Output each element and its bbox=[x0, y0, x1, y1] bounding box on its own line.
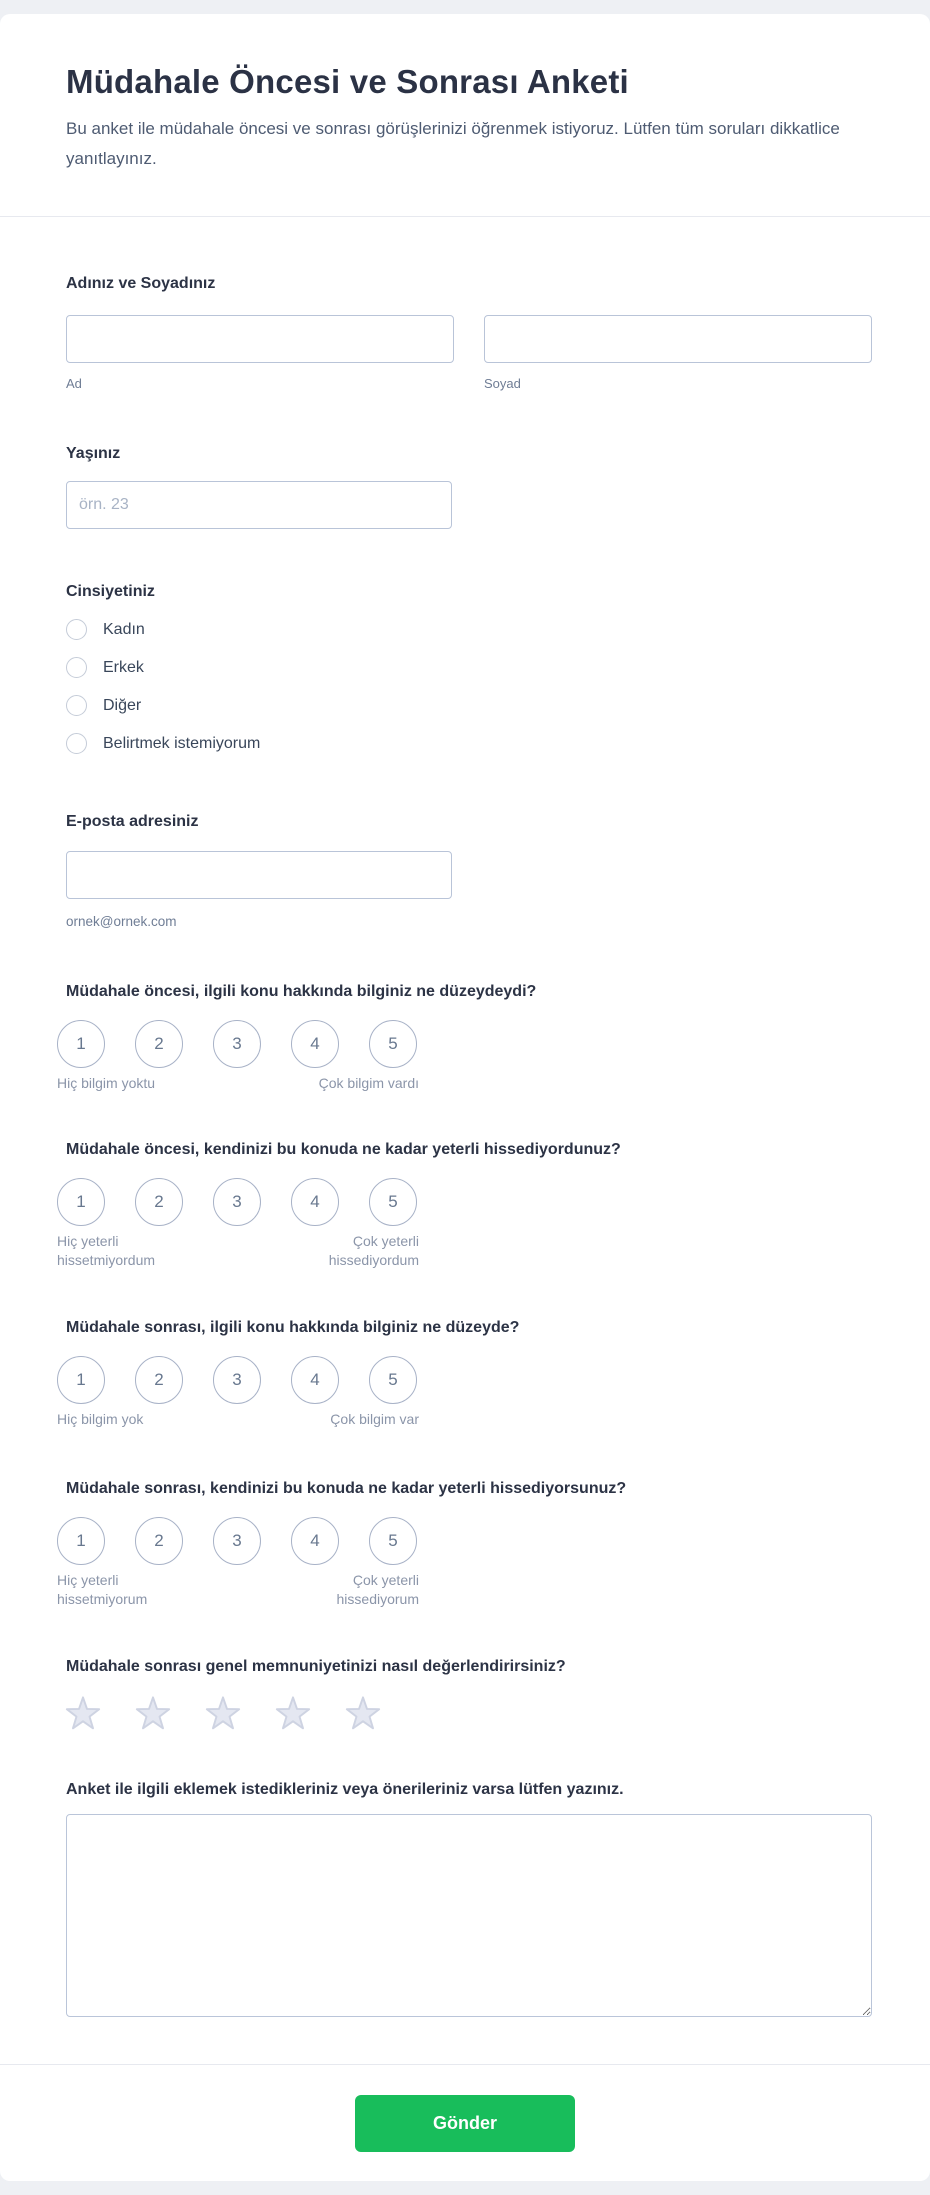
scale-options bbox=[57, 1517, 417, 1565]
scale-option-5[interactable]: 5 bbox=[369, 1020, 417, 1068]
scale-option-5[interactable]: 5 bbox=[369, 1356, 417, 1404]
gender-label: Cinsiyetiniz bbox=[66, 583, 155, 600]
last-name-sublabel: Soyad bbox=[484, 376, 521, 391]
scale-options bbox=[57, 1356, 417, 1404]
scale-min-label: Hiç yeterli hissetmiyordum bbox=[57, 1233, 156, 1268]
scale-option-3[interactable]: 3 bbox=[213, 1356, 261, 1404]
scale-question-label: Müdahale öncesi, ilgili konu hakkında bilginiz ne düzeydeydi? bbox=[66, 983, 537, 1000]
scale-option-3[interactable]: 3 bbox=[213, 1517, 261, 1565]
last-name-column bbox=[484, 315, 872, 392]
scale-min-label: Hiç bilgim yok bbox=[57, 1411, 144, 1427]
radio-circle-icon[interactable] bbox=[66, 733, 87, 754]
radio-circle-icon[interactable] bbox=[66, 695, 87, 716]
scale-end-labels bbox=[57, 1074, 419, 1093]
form-footer bbox=[0, 2064, 930, 2181]
scale-option-2[interactable]: 2 bbox=[135, 1178, 183, 1226]
radio-option-diger[interactable] bbox=[66, 695, 872, 716]
scale-end-labels bbox=[57, 1410, 419, 1429]
question-scale-pre-knowledge bbox=[57, 981, 872, 1093]
radio-option-erkek[interactable] bbox=[66, 657, 872, 678]
age-input[interactable] bbox=[66, 481, 452, 529]
scale-option-2[interactable]: 2 bbox=[135, 1356, 183, 1404]
radio-option-label: Erkek bbox=[103, 659, 144, 676]
email-label: E-posta adresiniz bbox=[66, 813, 199, 830]
submit-button[interactable]: Gönder bbox=[355, 2095, 575, 2152]
comments-textarea[interactable] bbox=[66, 1814, 872, 2017]
scale-max-label: Çok bilgim vardı bbox=[318, 1075, 419, 1091]
scale-option-1[interactable]: 1 bbox=[57, 1020, 105, 1068]
scale-min-label: Hiç bilgim yoktu bbox=[57, 1075, 156, 1091]
scale-options bbox=[57, 1020, 417, 1068]
email-hint: ornek@ornek.com bbox=[66, 914, 177, 929]
form-body bbox=[0, 273, 930, 2022]
star-icon[interactable] bbox=[64, 1695, 102, 1731]
radio-option-kadin[interactable] bbox=[66, 619, 872, 640]
scale-end-labels bbox=[57, 1232, 419, 1270]
star-icon[interactable] bbox=[274, 1695, 312, 1731]
scale-option-3[interactable]: 3 bbox=[213, 1020, 261, 1068]
scale-option-4[interactable]: 4 bbox=[291, 1517, 339, 1565]
star-icon[interactable] bbox=[134, 1695, 172, 1731]
scale-option-1[interactable]: 1 bbox=[57, 1517, 105, 1565]
scale-option-3[interactable]: 3 bbox=[213, 1178, 261, 1226]
scale-option-4[interactable]: 4 bbox=[291, 1356, 339, 1404]
question-age bbox=[66, 443, 872, 529]
page-title: Müdahale Öncesi ve Sonrası Anketi bbox=[66, 63, 629, 100]
form-header bbox=[0, 14, 930, 217]
star-icon[interactable] bbox=[344, 1695, 382, 1731]
radio-circle-icon[interactable] bbox=[66, 657, 87, 678]
question-scale-pre-competence bbox=[57, 1139, 872, 1270]
scale-options bbox=[57, 1178, 417, 1226]
rating-label: Müdahale sonrası genel memnuniyetinizi nasıl değerlendirirsiniz? bbox=[66, 1658, 566, 1675]
page-subtitle: Bu anket ile müdahale öncesi ve sonrası görüşlerinizi öğrenmek istiyoruz. Lütfen tüm soruları dikkatlice yanıtlayınız. bbox=[66, 119, 840, 168]
question-gender bbox=[66, 581, 872, 754]
first-name-sublabel: Ad bbox=[66, 376, 82, 391]
scale-option-4[interactable]: 4 bbox=[291, 1020, 339, 1068]
scale-question-label: Müdahale sonrası, ilgili konu hakkında bilginiz ne düzeyde? bbox=[66, 1319, 520, 1336]
question-comments bbox=[66, 1779, 872, 2022]
scale-max-label: Çok yeterli hissediyordum bbox=[328, 1233, 419, 1268]
question-fullname bbox=[66, 273, 872, 392]
scale-end-labels bbox=[57, 1571, 419, 1609]
age-label: Yaşınız bbox=[66, 445, 121, 462]
star-rating bbox=[64, 1695, 872, 1731]
form-card bbox=[0, 14, 930, 2181]
question-satisfaction-rating bbox=[66, 1656, 872, 1731]
first-name-column bbox=[66, 315, 454, 392]
comments-label: Anket ile ilgili eklemek istedikleriniz veya önerileriniz varsa lütfen yazınız. bbox=[66, 1781, 624, 1798]
scale-option-2[interactable]: 2 bbox=[135, 1020, 183, 1068]
scale-max-label: Çok bilgim var bbox=[330, 1411, 419, 1427]
star-icon[interactable] bbox=[204, 1695, 242, 1731]
scale-max-label: Çok yeterli hissediyorum bbox=[336, 1572, 419, 1607]
email-input[interactable] bbox=[66, 851, 452, 899]
radio-option-belirtmek-istemiyorum[interactable] bbox=[66, 733, 872, 754]
radio-circle-icon[interactable] bbox=[66, 619, 87, 640]
scale-option-2[interactable]: 2 bbox=[135, 1517, 183, 1565]
scale-option-1[interactable]: 1 bbox=[57, 1178, 105, 1226]
radio-option-label: Belirtmek istemiyorum bbox=[103, 735, 261, 752]
scale-option-5[interactable]: 5 bbox=[369, 1178, 417, 1226]
scale-question-label: Müdahale öncesi, kendinizi bu konuda ne kadar yeterli hissediyordunuz? bbox=[66, 1141, 621, 1158]
fullname-inputs bbox=[66, 315, 872, 392]
radio-option-label: Kadın bbox=[103, 621, 145, 638]
fullname-label: Adınız ve Soyadınız bbox=[66, 275, 216, 292]
scale-question-label: Müdahale sonrası, kendinizi bu konuda ne kadar yeterli hissediyorsunuz? bbox=[66, 1480, 627, 1497]
scale-option-1[interactable]: 1 bbox=[57, 1356, 105, 1404]
question-scale-post-knowledge bbox=[57, 1317, 872, 1429]
scale-option-5[interactable]: 5 bbox=[369, 1517, 417, 1565]
last-name-input[interactable] bbox=[484, 315, 872, 363]
question-email bbox=[66, 811, 872, 930]
scale-option-4[interactable]: 4 bbox=[291, 1178, 339, 1226]
question-scale-post-competence bbox=[57, 1478, 872, 1609]
scale-min-label: Hiç yeterli hissetmiyorum bbox=[57, 1572, 148, 1607]
radio-option-label: Diğer bbox=[103, 697, 142, 714]
first-name-input[interactable] bbox=[66, 315, 454, 363]
gender-options bbox=[66, 619, 872, 754]
